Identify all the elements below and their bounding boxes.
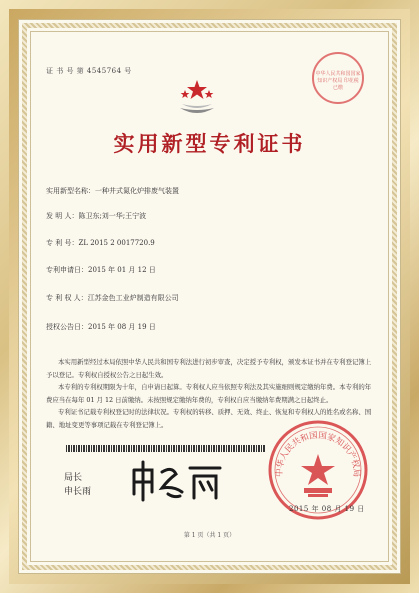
field-application-date <box>46 265 156 275</box>
field-utility-model-name <box>46 186 179 196</box>
director-title: 局长 <box>64 473 83 483</box>
field-patent-number <box>46 238 155 248</box>
stamp-seal-top <box>312 52 364 104</box>
certificate-number: 证 书 号 第 4545764 号 <box>46 67 132 75</box>
field-label: 专 利 权 人： <box>46 294 88 302</box>
field-label: 专 利 号： <box>46 239 79 247</box>
field-value: 一种井式氮化炉排废气装置 <box>95 187 179 195</box>
certificate-title: 实用新型专利证书 <box>113 131 306 156</box>
seal-date: 2015 年 08 月 19 日 <box>289 505 365 513</box>
field-patentee <box>46 293 179 303</box>
field-value: ZL 2015 2 0017720.9 <box>78 239 155 247</box>
field-label: 专利申请日： <box>46 266 88 274</box>
director-name: 申长雨 <box>64 487 92 497</box>
field-label: 授权公告日： <box>46 323 88 331</box>
director-signature <box>128 458 224 504</box>
official-seal-text: 中华人民共和国国家知识产权局 <box>274 430 362 478</box>
field-label: 发 明 人： <box>46 212 79 220</box>
field-inventors <box>46 211 146 221</box>
body-paragraph: 本实用新型经过本局依照中华人民共和国专利法进行初步审查，决定授予专利权，颁发本证书并在专利登记簿上予以登记。专利权自授权公告之日起生效。 <box>46 358 372 379</box>
stamp-seal-top-text: 中华人民共和国国家知识产权局 印花税 已缴 <box>315 71 361 91</box>
field-value: 2015 年 01 月 12 日 <box>88 266 156 274</box>
field-grant-date <box>46 322 156 332</box>
body-paragraph: 专利证书记载专利权登记时的法律状况。专利权的转移、质押、无效、终止、恢复和专利权人的姓名或名称、国籍、地址变更等事项记载在专利登记簿上。 <box>46 408 372 429</box>
body-paragraph: 本专利的专利权期限为十年，自申请日起算。专利权人应当依照专利法及其实施细则规定缴纳年费。本专利的年费应当在每年 01 月 12 日前缴纳。未按照规定缴纳年费的，专利权自应当缴纳年费期满之日起终止。 <box>46 383 372 404</box>
director-block <box>64 471 91 499</box>
page-number: 第 1 页（共 1 页） <box>183 532 236 539</box>
field-value: 2015 年 08 月 19 日 <box>88 323 156 331</box>
barcode <box>66 445 266 452</box>
field-value: 江苏金色工业炉制造有限公司 <box>87 294 179 302</box>
field-value: 陈卫东;刘一华;王宁波 <box>78 212 147 220</box>
patent-office-emblem-icon <box>176 78 218 118</box>
field-label: 实用新型名称： <box>46 187 95 195</box>
